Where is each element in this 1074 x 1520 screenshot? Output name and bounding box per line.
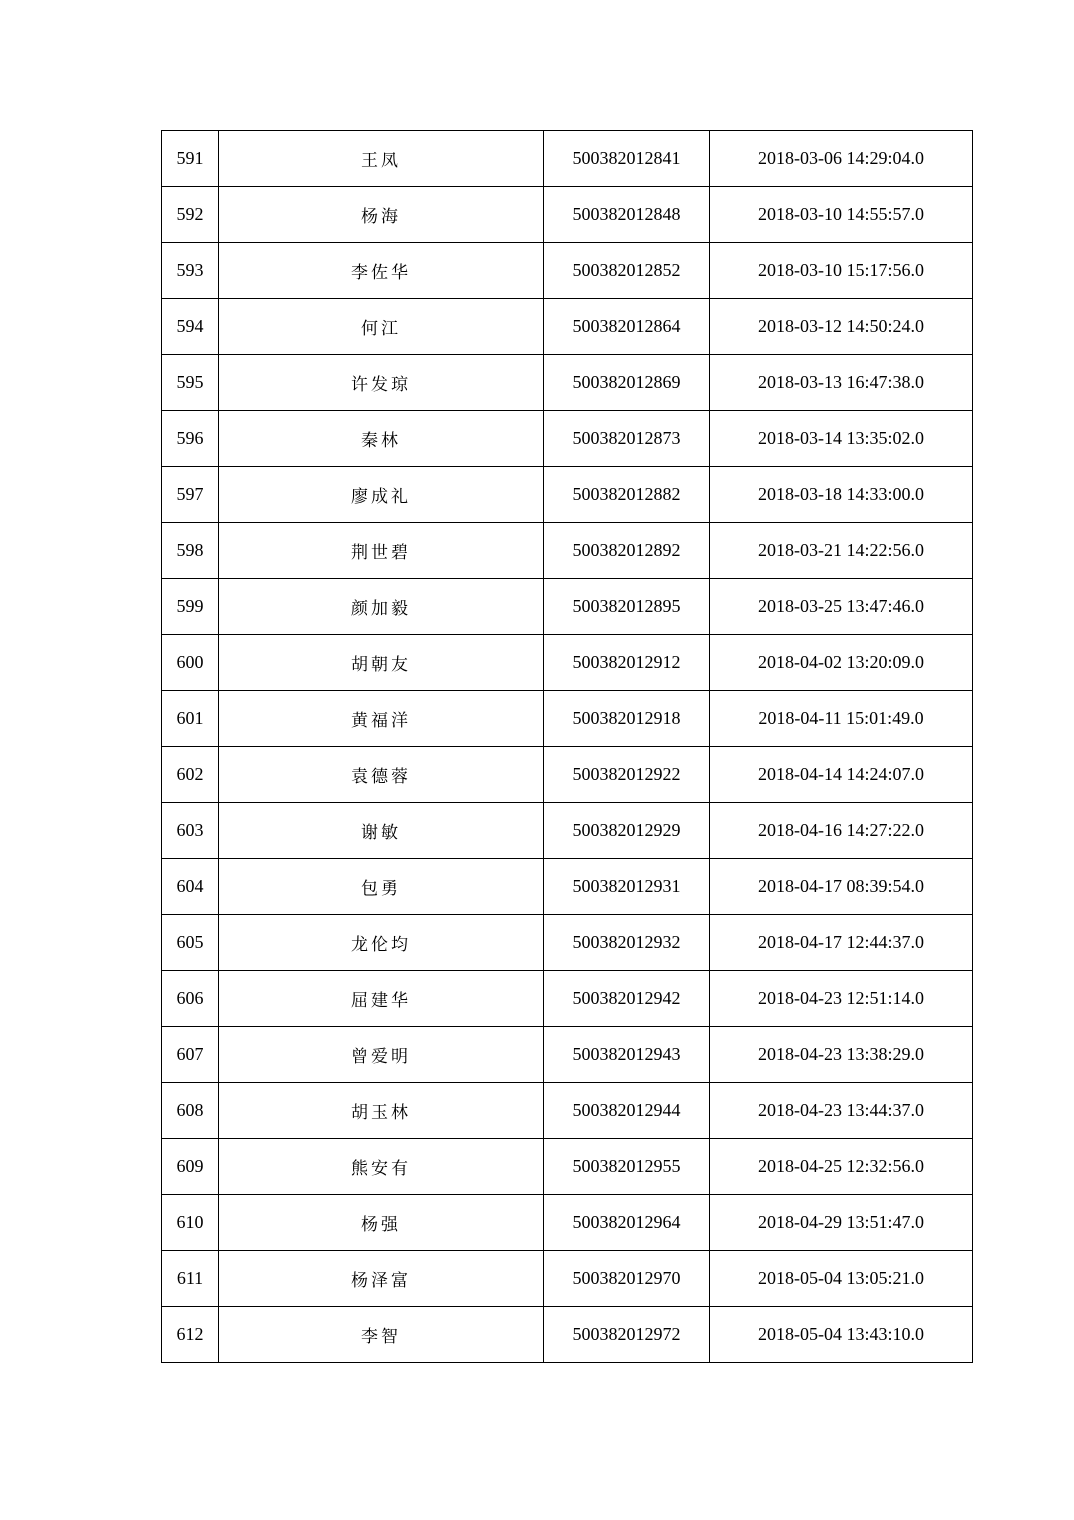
row-id-cell: 500382012852 [544, 243, 710, 299]
table-row [162, 859, 973, 915]
row-id-cell: 500382012970 [544, 1251, 710, 1307]
row-name-cell: 袁德蓉 [219, 747, 544, 803]
row-time-cell: 2018-03-18 14:33:00.0 [710, 467, 973, 523]
table-row [162, 355, 973, 411]
row-seq-cell: 602 [162, 747, 219, 803]
row-name-cell: 杨海 [219, 187, 544, 243]
row-time-cell: 2018-04-11 15:01:49.0 [710, 691, 973, 747]
table-row [162, 131, 973, 187]
table-row [162, 635, 973, 691]
row-time-cell: 2018-05-04 13:05:21.0 [710, 1251, 973, 1307]
row-name-cell: 熊安有 [219, 1139, 544, 1195]
row-time-cell: 2018-03-25 13:47:46.0 [710, 579, 973, 635]
row-name-cell: 秦林 [219, 411, 544, 467]
row-name-cell: 许发琼 [219, 355, 544, 411]
row-name-cell: 龙伦均 [219, 915, 544, 971]
row-id-cell: 500382012892 [544, 523, 710, 579]
row-time-cell: 2018-03-13 16:47:38.0 [710, 355, 973, 411]
row-seq-cell: 604 [162, 859, 219, 915]
records-table [161, 130, 973, 1363]
row-time-cell: 2018-04-14 14:24:07.0 [710, 747, 973, 803]
row-time-cell: 2018-03-12 14:50:24.0 [710, 299, 973, 355]
row-id-cell: 500382012864 [544, 299, 710, 355]
row-seq-cell: 594 [162, 299, 219, 355]
table-row [162, 915, 973, 971]
row-seq-cell: 597 [162, 467, 219, 523]
row-id-cell: 500382012942 [544, 971, 710, 1027]
row-time-cell: 2018-04-23 12:51:14.0 [710, 971, 973, 1027]
row-time-cell: 2018-04-16 14:27:22.0 [710, 803, 973, 859]
table-row [162, 1139, 973, 1195]
table-row [162, 411, 973, 467]
table-row [162, 523, 973, 579]
row-name-cell: 荆世碧 [219, 523, 544, 579]
row-seq-cell: 607 [162, 1027, 219, 1083]
table-row [162, 1251, 973, 1307]
records-table-body [162, 131, 973, 1363]
row-id-cell: 500382012848 [544, 187, 710, 243]
row-seq-cell: 603 [162, 803, 219, 859]
row-seq-cell: 591 [162, 131, 219, 187]
row-time-cell: 2018-04-17 08:39:54.0 [710, 859, 973, 915]
row-seq-cell: 611 [162, 1251, 219, 1307]
row-id-cell: 500382012873 [544, 411, 710, 467]
row-id-cell: 500382012964 [544, 1195, 710, 1251]
table-row [162, 1307, 973, 1363]
row-name-cell: 屈建华 [219, 971, 544, 1027]
row-seq-cell: 598 [162, 523, 219, 579]
row-name-cell: 廖成礼 [219, 467, 544, 523]
row-name-cell: 李智 [219, 1307, 544, 1363]
table-row [162, 1027, 973, 1083]
row-seq-cell: 595 [162, 355, 219, 411]
row-id-cell: 500382012912 [544, 635, 710, 691]
row-seq-cell: 593 [162, 243, 219, 299]
row-time-cell: 2018-03-10 14:55:57.0 [710, 187, 973, 243]
row-name-cell: 曾爱明 [219, 1027, 544, 1083]
row-name-cell: 谢敏 [219, 803, 544, 859]
row-id-cell: 500382012943 [544, 1027, 710, 1083]
row-time-cell: 2018-04-02 13:20:09.0 [710, 635, 973, 691]
row-name-cell: 杨泽富 [219, 1251, 544, 1307]
table-row [162, 1195, 973, 1251]
row-seq-cell: 599 [162, 579, 219, 635]
table-row [162, 187, 973, 243]
row-time-cell: 2018-04-23 13:38:29.0 [710, 1027, 973, 1083]
row-time-cell: 2018-03-06 14:29:04.0 [710, 131, 973, 187]
row-id-cell: 500382012922 [544, 747, 710, 803]
row-name-cell: 包勇 [219, 859, 544, 915]
table-row [162, 467, 973, 523]
row-id-cell: 500382012944 [544, 1083, 710, 1139]
table-row [162, 971, 973, 1027]
row-seq-cell: 592 [162, 187, 219, 243]
row-name-cell: 杨强 [219, 1195, 544, 1251]
row-id-cell: 500382012882 [544, 467, 710, 523]
row-seq-cell: 608 [162, 1083, 219, 1139]
row-id-cell: 500382012931 [544, 859, 710, 915]
row-id-cell: 500382012869 [544, 355, 710, 411]
row-time-cell: 2018-04-17 12:44:37.0 [710, 915, 973, 971]
row-id-cell: 500382012895 [544, 579, 710, 635]
row-time-cell: 2018-04-25 12:32:56.0 [710, 1139, 973, 1195]
row-time-cell: 2018-03-21 14:22:56.0 [710, 523, 973, 579]
table-row [162, 803, 973, 859]
row-seq-cell: 596 [162, 411, 219, 467]
row-seq-cell: 600 [162, 635, 219, 691]
row-seq-cell: 612 [162, 1307, 219, 1363]
row-seq-cell: 606 [162, 971, 219, 1027]
row-id-cell: 500382012929 [544, 803, 710, 859]
table-row [162, 691, 973, 747]
table-row [162, 1083, 973, 1139]
row-time-cell: 2018-04-23 13:44:37.0 [710, 1083, 973, 1139]
row-name-cell: 颜加毅 [219, 579, 544, 635]
row-seq-cell: 601 [162, 691, 219, 747]
row-id-cell: 500382012841 [544, 131, 710, 187]
row-time-cell: 2018-03-10 15:17:56.0 [710, 243, 973, 299]
table-row [162, 243, 973, 299]
row-name-cell: 黄福洋 [219, 691, 544, 747]
table-row [162, 747, 973, 803]
table-row [162, 579, 973, 635]
row-name-cell: 胡朝友 [219, 635, 544, 691]
row-name-cell: 何江 [219, 299, 544, 355]
row-id-cell: 500382012955 [544, 1139, 710, 1195]
row-id-cell: 500382012972 [544, 1307, 710, 1363]
row-id-cell: 500382012932 [544, 915, 710, 971]
table-row [162, 299, 973, 355]
row-name-cell: 李佐华 [219, 243, 544, 299]
row-name-cell: 王凤 [219, 131, 544, 187]
row-time-cell: 2018-03-14 13:35:02.0 [710, 411, 973, 467]
row-name-cell: 胡玉林 [219, 1083, 544, 1139]
row-seq-cell: 610 [162, 1195, 219, 1251]
row-id-cell: 500382012918 [544, 691, 710, 747]
row-time-cell: 2018-05-04 13:43:10.0 [710, 1307, 973, 1363]
row-seq-cell: 605 [162, 915, 219, 971]
row-time-cell: 2018-04-29 13:51:47.0 [710, 1195, 973, 1251]
row-seq-cell: 609 [162, 1139, 219, 1195]
